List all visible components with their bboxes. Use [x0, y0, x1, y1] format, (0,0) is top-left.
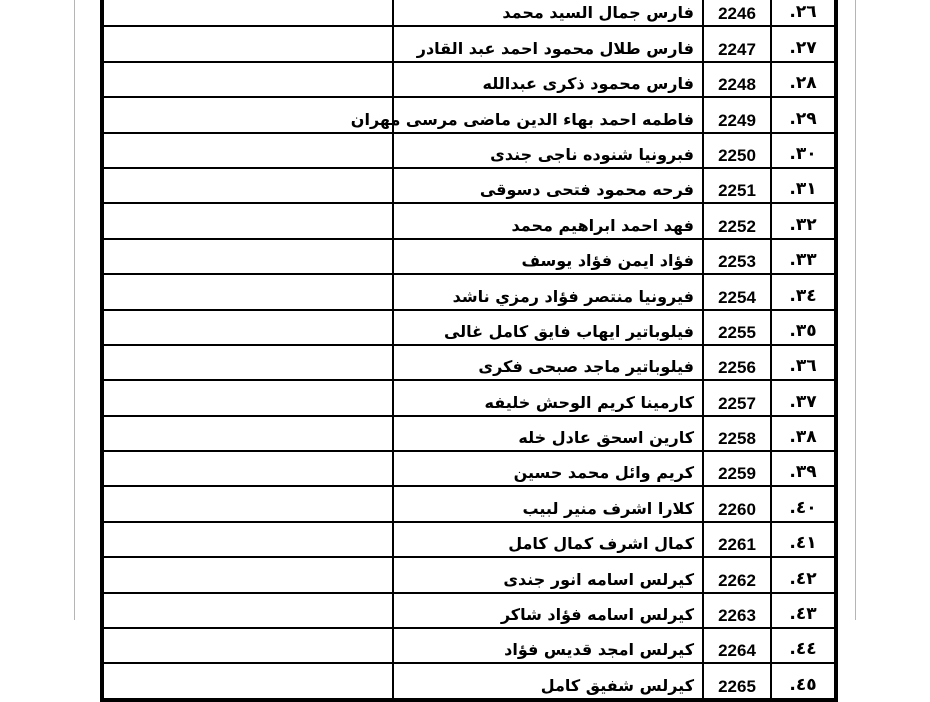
row-code: 2246: [703, 0, 771, 26]
row-code: 2261: [703, 522, 771, 557]
table-row: [103, 239, 835, 274]
row-code: 2264: [703, 628, 771, 663]
row-code: 2257: [703, 380, 771, 415]
row-name: كيرلس اسامه انور جندى: [393, 557, 703, 592]
row-index: ٢٧.: [771, 26, 835, 61]
row-code: 2265: [703, 663, 771, 698]
row-index: ٢٨.: [771, 62, 835, 97]
row-code: 2250: [703, 133, 771, 168]
row-name: كيرلس امجد قديس فؤاد: [393, 628, 703, 663]
row-code: 2260: [703, 486, 771, 521]
row-blank-cell: [103, 451, 393, 486]
row-name: فارس محمود ذكرى عبدالله: [393, 62, 703, 97]
page-edge-left: [74, 0, 75, 620]
table-body: [103, 0, 835, 699]
row-index: ٣٦.: [771, 345, 835, 380]
row-index: ٤٠.: [771, 486, 835, 521]
row-index: ٤٥.: [771, 663, 835, 698]
row-blank-cell: [103, 663, 393, 698]
row-index: ٣٨.: [771, 416, 835, 451]
row-name: كارمينا كريم الوحش خليفه: [393, 380, 703, 415]
row-code: 2254: [703, 274, 771, 309]
row-blank-cell: [103, 522, 393, 557]
table-row: [103, 168, 835, 203]
row-index: ٣٧.: [771, 380, 835, 415]
table-row: [103, 416, 835, 451]
row-name: فيلوباتير ماجد صبحى فكرى: [393, 345, 703, 380]
row-blank-cell: [103, 628, 393, 663]
table-row: [103, 628, 835, 663]
row-blank-cell: [103, 345, 393, 380]
row-blank-cell: [103, 310, 393, 345]
row-name: فهد احمد ابراهيم محمد: [393, 203, 703, 238]
table-row: [103, 310, 835, 345]
row-index: ٤٣.: [771, 593, 835, 628]
row-index: ٣٥.: [771, 310, 835, 345]
row-code: 2255: [703, 310, 771, 345]
row-blank-cell: [103, 416, 393, 451]
row-name: كريم وائل محمد حسين: [393, 451, 703, 486]
row-code: 2247: [703, 26, 771, 61]
row-name: فيرونيا منتصر فؤاد رمزي ناشد: [393, 274, 703, 309]
table-row: [103, 274, 835, 309]
row-index: ٢٦.: [771, 0, 835, 26]
table-row: [103, 522, 835, 557]
row-blank-cell: [103, 380, 393, 415]
table-row: [103, 97, 835, 132]
student-list-table: [100, 0, 838, 702]
row-code: 2262: [703, 557, 771, 592]
row-blank-cell: [103, 62, 393, 97]
row-name: كلارا اشرف منير لبيب: [393, 486, 703, 521]
row-index: ٣٣.: [771, 239, 835, 274]
row-index: ٣١.: [771, 168, 835, 203]
row-code: 2248: [703, 62, 771, 97]
row-code: 2251: [703, 168, 771, 203]
row-blank-cell: [103, 203, 393, 238]
table-row: [103, 486, 835, 521]
row-blank-cell: [103, 557, 393, 592]
row-name: كيرلس شفيق كامل: [393, 663, 703, 698]
row-code: 2258: [703, 416, 771, 451]
table-row: [103, 380, 835, 415]
table-row: [103, 345, 835, 380]
row-index: ٣٤.: [771, 274, 835, 309]
row-index: ٣٢.: [771, 203, 835, 238]
row-name: فاطمه احمد بهاء الدين ماضى مرسى مهران: [393, 97, 703, 132]
row-index: ٤٤.: [771, 628, 835, 663]
row-blank-cell: [103, 274, 393, 309]
table-row: [103, 557, 835, 592]
row-name: فارس طلال محمود احمد عبد القادر: [393, 26, 703, 61]
row-code: 2249: [703, 97, 771, 132]
row-name: كيرلس اسامه فؤاد شاكر: [393, 593, 703, 628]
table-row: [103, 203, 835, 238]
row-blank-cell: [103, 168, 393, 203]
page-edge-right: [855, 0, 856, 620]
row-code: 2259: [703, 451, 771, 486]
table-row: [103, 593, 835, 628]
row-code: 2263: [703, 593, 771, 628]
row-index: ٢٩.: [771, 97, 835, 132]
row-index: ٣٩.: [771, 451, 835, 486]
row-blank-cell: [103, 239, 393, 274]
row-code: 2252: [703, 203, 771, 238]
row-blank-cell: [103, 133, 393, 168]
row-blank-cell: [103, 97, 393, 132]
row-name: فيلوباتير ايهاب فايق كامل غالى: [393, 310, 703, 345]
table-row: [103, 0, 835, 26]
row-blank-cell: [103, 593, 393, 628]
row-name: كمال اشرف كمال كامل: [393, 522, 703, 557]
row-name: فارس جمال السيد محمد: [393, 0, 703, 26]
row-name: فبرونيا شنوده ناجى جندى: [393, 133, 703, 168]
row-index: ٤٢.: [771, 557, 835, 592]
table-row: [103, 26, 835, 61]
table-row: [103, 663, 835, 698]
row-code: 2253: [703, 239, 771, 274]
table-row: [103, 62, 835, 97]
row-blank-cell: [103, 486, 393, 521]
row-code: 2256: [703, 345, 771, 380]
row-index: ٣٠.: [771, 133, 835, 168]
row-index: ٤١.: [771, 522, 835, 557]
row-name: فرحه محمود فتحى دسوقى: [393, 168, 703, 203]
row-name: فؤاد ايمن فؤاد يوسف: [393, 239, 703, 274]
row-blank-cell: [103, 0, 393, 26]
row-blank-cell: [103, 26, 393, 61]
row-name: كارين اسحق عادل خله: [393, 416, 703, 451]
table-row: [103, 451, 835, 486]
table-row: [103, 133, 835, 168]
